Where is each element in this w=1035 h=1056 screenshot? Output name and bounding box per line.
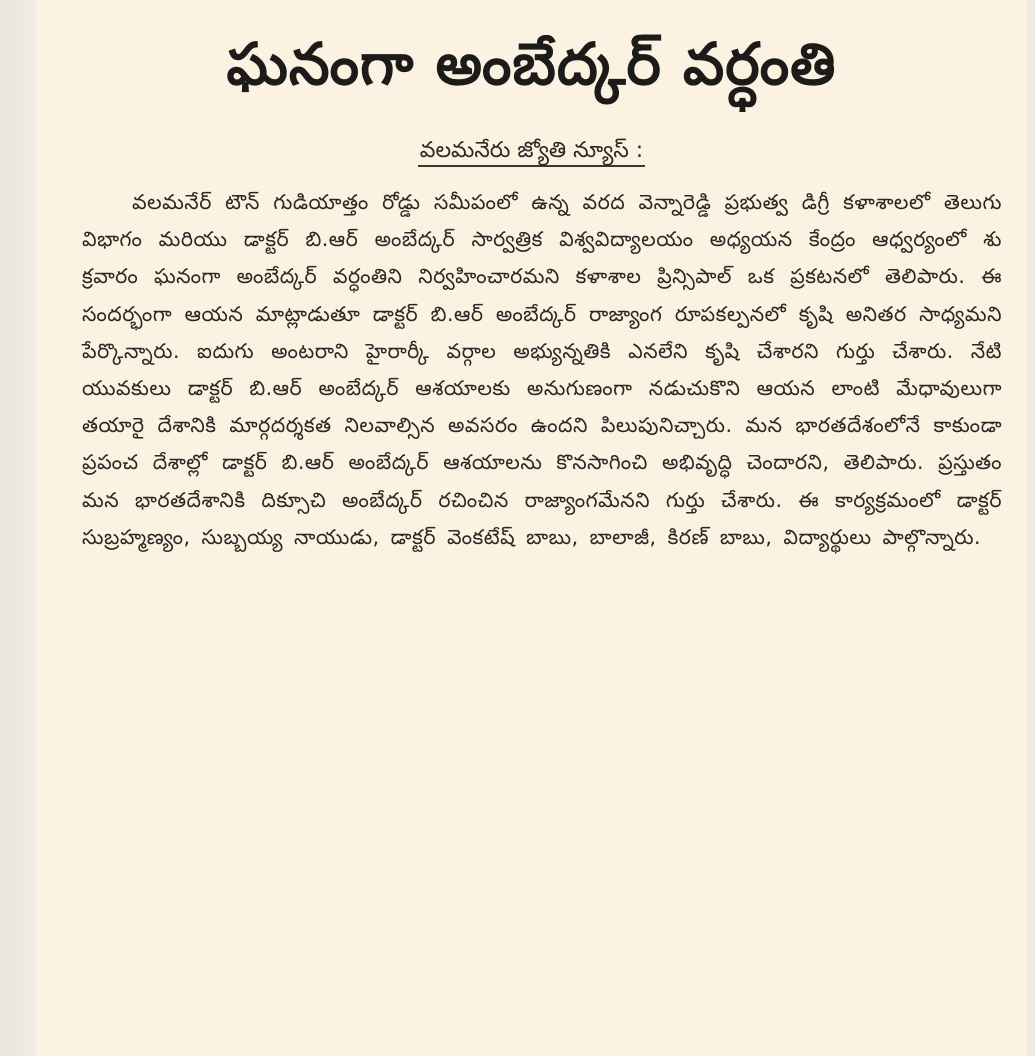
page-edge-right (1027, 0, 1035, 1056)
headline: ఘనంగా అంబేద్కర్ వర్ధంతి (226, 30, 837, 98)
dateline-text: వలమనేరు జ్యోతి న్యూస్ : (418, 138, 645, 167)
page-edge-left (0, 0, 36, 1056)
dateline (36, 136, 1027, 166)
article-body: వలమనేర్ టౌన్ గుడియాత్తం రోడ్డు సమీపంలో ఉన్న వరద వెన్నారెడ్డి ప్రభుత్వ డిగ్రీ కళాశాలలో తెలుగు విభాగం మరియు డాక్టర్ బి.ఆర్ అంబేద్కర్ సార్వత్రిక విశ్వవిద్యాలయం అధ్యయన కేంద్రం ఆధ్వర్యంలో శు క్రవారం ఘనంగా అంబేద్కర్ వర్ధంతిని నిర్వహించారమని కళాశాల ప్రిన్సిపాల్ ఒక ప్రకటనలో తెలిపారు. ఈ సందర్భంగా ఆయన మాట్లాడుతూ డాక్టర్ బి.ఆర్ అంబేద్కర్ రాజ్యాంగ రూపకల్పనలో కృషి అనితర సాధ్యమని పేర్కొన్నారు. ఐదుగు అంటరాని హైరార్కీ వర్గాల అభ్యున్నతికి ఎనలేని కృషి చేశారని గుర్తు చేశారు. నేటి యువకులు డాక్టర్ బి.ఆర్ అంబేద్కర్ ఆశయాలకు అనుగుణంగా నడుచుకొని ఆయన లాంటి మేధావులుగా తయారై దేశానికి మార్గదర్శకత నిలవాల్సిన అవసరం ఉందని పిలుపునిచ్చారు. మన భారతదేశంలోనే కాకుండా ప్రపంచ దేశాల్లో డాక్టర్ బి.ఆర్ అంబేద్కర్ ఆశయాలను కొనసాగించి అభివృద్ధి చెందారని, తెలిపారు. ప్రస్తుతం మన భారతదేశానికి దిక్సూచి అంబేద్కర్ రచించిన రాజ్యాంగమేనని గుర్తు చేశారు. ఈ కార్యక్రమంలో డాక్టర్ సుబ్రహ్మణ్యం, సుబ్బయ్య నాయుడు, డాక్టర్ వెంకటేష్ బాబు, బాలాజీ, కిరణ్ బాబు, విద్యార్థులు పాల్గొన్నారు. (82, 190, 1003, 549)
newspaper-clipping (36, 0, 1027, 1056)
